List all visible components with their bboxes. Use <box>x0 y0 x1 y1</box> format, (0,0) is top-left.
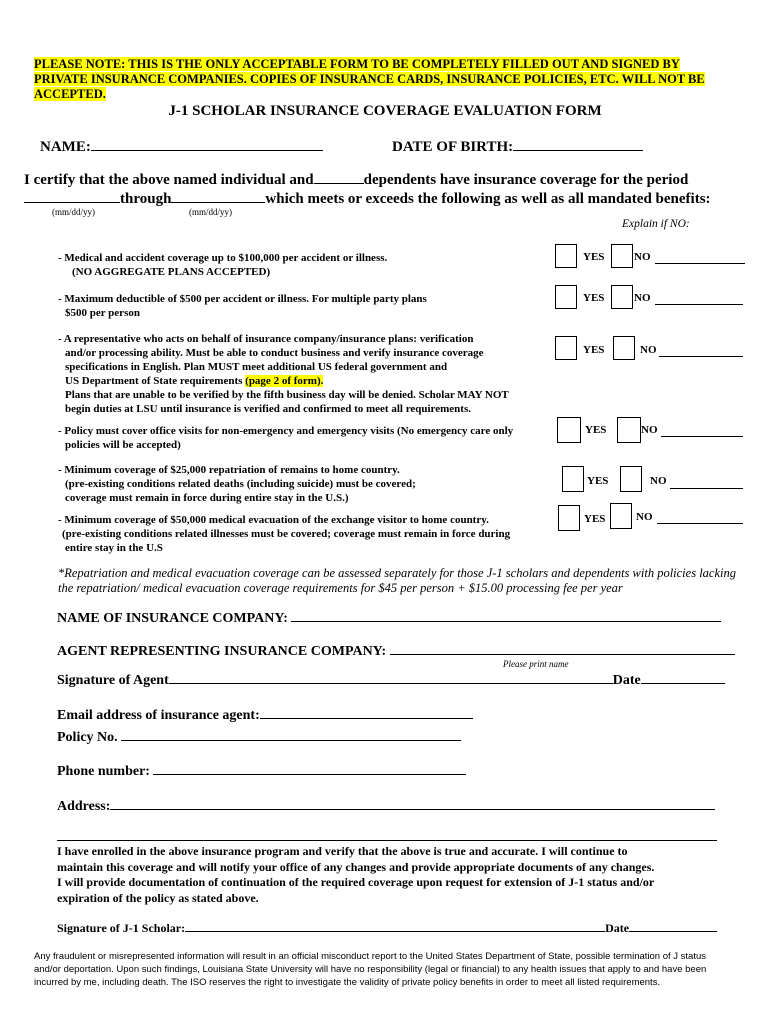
agent-date-field[interactable] <box>641 671 725 684</box>
req-line: specifications in English. Plan MUST meet additional US federal government and <box>65 361 448 373</box>
address-label: Address: <box>57 799 111 814</box>
yes-checkbox-6[interactable] <box>558 505 580 531</box>
period-end-field[interactable] <box>171 190 265 203</box>
req-line: coverage must remain in force during entire stay in the U.S.) <box>65 492 349 504</box>
no-label: NO <box>650 475 667 487</box>
name-label: NAME: <box>40 139 91 155</box>
no-label: NO <box>636 511 653 523</box>
explain-field-2[interactable] <box>655 303 743 305</box>
date-hint-end: (mm/dd/yy) <box>189 207 232 217</box>
scholar-signature-field[interactable] <box>185 920 605 932</box>
yes-checkbox-4[interactable] <box>557 417 581 443</box>
req-line: US Department of State requirements <box>65 375 243 387</box>
period-start-field[interactable] <box>24 190 120 203</box>
enrolled-statement: I have enrolled in the above insurance program and verify that the above is true and accurate. I will continue to maintain this coverage and will notify your office of any changes and provide appropriate documents of any changes. I will provide documentation of continuation of the required coverage upon request for extension of J-1 status and/or expiration of the policy as stated above. <box>57 844 655 905</box>
dob-field[interactable] <box>513 138 643 151</box>
scholar-signature-row <box>57 920 717 936</box>
no-label: NO <box>634 251 651 263</box>
requirement-6 <box>58 513 510 555</box>
dependents-count-field[interactable] <box>314 171 364 184</box>
repatriation-note: *Repatriation and medical evacuation coverage can be assessed separately for those J-1 scholars and dependents with policies lacking the repatriation/ medical evacuation coverage requirements for $45 per person + $15.00 processing fee per year <box>58 566 736 595</box>
requirement-2 <box>58 292 427 320</box>
address-field-line-2[interactable] <box>57 840 717 841</box>
policy-field[interactable] <box>121 728 461 741</box>
form-title: J-1 SCHOLAR INSURANCE COVERAGE EVALUATION FORM <box>168 103 602 119</box>
dob-label: DATE OF BIRTH: <box>392 139 514 155</box>
notice-text: PLEASE NOTE: THIS IS THE ONLY ACCEPTABLE FORM TO BE COMPLETELY FILLED OUT AND SIGNED BY PRIVATE INSURANCE COMPANIES. COPIES OF INSURANCE CARDS, INSURANCE POLICIES, ETC. WILL NOT BE ACCEPTED. <box>34 57 705 101</box>
date-hint-start: (mm/dd/yy) <box>52 207 95 217</box>
req-line: policies will be accepted) <box>65 439 181 451</box>
no-label: NO <box>641 424 658 436</box>
explain-label: Explain if NO: <box>622 218 690 230</box>
address-row <box>57 797 715 815</box>
no-checkbox-1[interactable] <box>611 244 633 268</box>
yes-checkbox-5[interactable] <box>562 466 584 492</box>
req-line: $500 per person <box>65 307 140 319</box>
req-line: (pre-existing conditions related deaths (including suicide) must be covered; <box>65 478 416 490</box>
no-checkbox-2[interactable] <box>611 285 633 309</box>
yes-label: YES <box>585 424 607 436</box>
agent-company-field[interactable] <box>390 642 735 655</box>
req-line: - A representative who acts on behalf of insurance company/insurance plans: verification <box>58 333 474 345</box>
insurance-company-row <box>57 609 721 627</box>
policy-row <box>57 728 461 746</box>
requirement-3 <box>58 332 509 416</box>
explain-field-1[interactable] <box>655 262 745 264</box>
req-line: (NO AGGREGATE PLANS ACCEPTED) <box>72 266 271 278</box>
req-line: - Minimum coverage of $50,000 medical evacuation of the exchange visitor to home country. <box>58 514 489 526</box>
yes-checkbox-3[interactable] <box>555 336 577 360</box>
yes-label: YES <box>583 251 605 263</box>
insurance-company-label: NAME OF INSURANCE COMPANY: <box>57 611 288 626</box>
explain-field-6[interactable] <box>657 522 743 524</box>
certify-line-2 <box>24 190 711 208</box>
agent-company-row <box>57 642 735 660</box>
dob-row <box>392 138 643 156</box>
scholar-date-label: Date <box>605 921 630 935</box>
certify-text-1: I certify that the above named individual and <box>24 172 314 188</box>
scholar-signature-label: Signature of J-1 Scholar: <box>57 921 186 935</box>
no-label: NO <box>640 344 657 356</box>
requirement-1 <box>58 251 387 279</box>
yes-label: YES <box>584 513 606 525</box>
agent-signature-field[interactable] <box>169 671 613 684</box>
phone-label: Phone number: <box>57 764 150 779</box>
explain-field-4[interactable] <box>661 435 743 437</box>
agent-company-label: AGENT REPRESENTING INSURANCE COMPANY: <box>57 644 387 659</box>
yes-label: YES <box>583 292 605 304</box>
agent-date-label: Date <box>612 673 641 688</box>
yes-label: YES <box>587 475 609 487</box>
no-checkbox-5[interactable] <box>620 466 642 492</box>
insurance-company-field[interactable] <box>291 609 721 622</box>
page-2-highlight: (page 2 of form). <box>245 375 324 387</box>
requirement-5 <box>58 463 416 505</box>
certify-text-2: dependents have insurance coverage for the period <box>363 172 689 188</box>
footer-disclaimer: Any fraudulent or misrepresented information will result in an official misconduct report to the United States Department of State, possible termination of J status and/or deportation. Upon such findings, Louisiana State University will have no responsibility (legal or financial) to any health issues that apply to and have been incurred by me, including death. The ISO reserves the right to investigate the validity of private policy benefits in order to meet all listed requirements. <box>34 951 707 988</box>
yes-checkbox-1[interactable] <box>555 244 577 268</box>
explain-field-5[interactable] <box>670 487 743 489</box>
req-line: begin duties at LSU until insurance is verified and confirmed to meet all requirements. <box>65 403 471 415</box>
please-print-hint: Please print name <box>503 659 569 669</box>
email-field[interactable] <box>260 706 473 719</box>
no-label: NO <box>634 292 651 304</box>
address-field[interactable] <box>110 797 715 810</box>
through-text: through <box>120 191 172 207</box>
req-line: entire stay in the U.S <box>65 542 163 554</box>
agent-signature-row <box>57 671 725 689</box>
yes-checkbox-2[interactable] <box>555 285 577 309</box>
name-field[interactable] <box>91 138 323 151</box>
requirement-4 <box>58 424 513 452</box>
no-checkbox-6[interactable] <box>610 503 632 529</box>
explain-field-3[interactable] <box>659 355 743 357</box>
req-line: - Policy must cover office visits for non-emergency and emergency visits (No emergency care only <box>58 425 514 437</box>
policy-label: Policy No. <box>57 730 118 745</box>
req-line: and/or processing ability. Must be able to conduct business and verify insurance coverage <box>65 347 484 359</box>
yes-label: YES <box>583 344 605 356</box>
email-label: Email address of insurance agent: <box>57 708 260 723</box>
no-checkbox-4[interactable] <box>617 417 641 443</box>
no-checkbox-3[interactable] <box>613 336 635 360</box>
certify-line-1 <box>24 171 688 189</box>
email-row <box>57 706 473 724</box>
phone-field[interactable] <box>153 762 466 775</box>
phone-row <box>57 762 466 780</box>
req-line: - Minimum coverage of $25,000 repatriation of remains to home country. <box>58 464 400 476</box>
certify-text-3: which meets or exceeds the following as well as all mandated benefits: <box>265 191 711 207</box>
req-line: Plans that are unable to be verified by the fifth business day will be denied. Scholar MAY NOT <box>65 389 509 401</box>
name-row <box>40 138 323 156</box>
req-line: - Medical and accident coverage up to $100,000 per accident or illness. <box>58 252 388 264</box>
req-line: (pre-existing conditions related illnesses must be covered; coverage must remain in force during <box>62 528 511 540</box>
agent-signature-label: Signature of Agent <box>57 673 169 688</box>
scholar-date-field[interactable] <box>629 920 717 932</box>
req-line: - Maximum deductible of $500 per accident or illness. For multiple party plans <box>58 293 427 305</box>
